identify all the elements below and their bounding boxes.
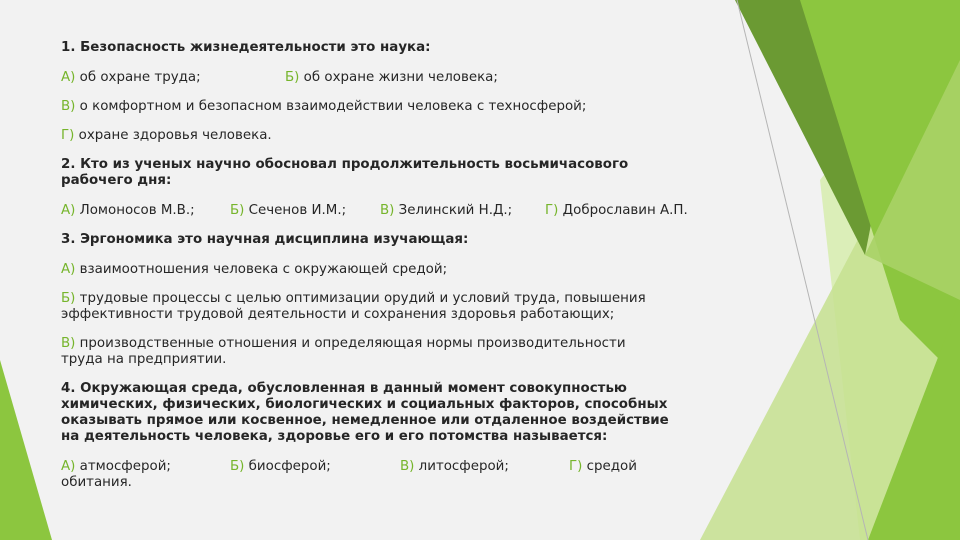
q1-option-b: Б) об охране жизни человека; <box>285 70 498 85</box>
q3-option-c: В) производственные отношения и определяющая нормы производительности труда на предприятии. <box>61 336 626 367</box>
question-2-title-line-1: 2. Кто из ученых научно обосновал продолжительность восьмичасового <box>61 157 629 172</box>
quiz-content <box>61 40 731 491</box>
q4-option-a-continuation: обитания. <box>61 475 132 490</box>
q1-option-c: В) о комфортном и безопасном взаимодействии человека с техносферой; <box>61 99 587 114</box>
left-green-triangle <box>0 360 52 540</box>
q2-option-d: Г) Доброславин А.П. <box>545 203 688 218</box>
q2-option-b: Б) Сеченов И.М.; <box>230 203 347 218</box>
question-3-title: 3. Эргономика это научная дисциплина изучающая: <box>61 232 469 247</box>
q3-option-b: Б) трудовые процессы с целью оптимизации орудий и условий труда, повышения эффективности трудовой деятельности и сохранения здоровья работающих; <box>61 291 646 322</box>
q4-option-a: А) атмосферой; <box>61 459 171 474</box>
q4-option-b: Б) биосферой; <box>230 459 331 474</box>
q2-option-a: А) Ломоносов М.В.; <box>61 203 195 218</box>
q1-option-d: Г) охране здоровья человека. <box>61 128 272 143</box>
q4-option-c: В) литосферой; <box>400 459 509 474</box>
question-2-options-row <box>61 203 731 219</box>
q4-option-d: Г) средой <box>569 459 637 474</box>
question-4-options-row <box>61 459 731 475</box>
q3-option-a: А) взаимоотношения человека с окружающей средой; <box>61 262 448 277</box>
q2-option-c: В) Зелинский Н.Д.; <box>380 203 513 218</box>
q1-option-a: А) об охране труда; <box>61 70 201 85</box>
question-1-title: 1. Безопасность жизнедеятельности это наука: <box>61 40 431 55</box>
question-4-title: 4. Окружающая среда, обусловленная в данный момент совокупностью химических, физических, биологических и социальных факторов, способных оказывать прямое или косвенное, немедленное или отдаленное воздействие на деятельность человека, здоровье его и его потомства называется: <box>61 381 669 444</box>
question-2-title-line-2: рабочего дня: <box>61 173 172 188</box>
question-1-options-row <box>61 70 731 86</box>
